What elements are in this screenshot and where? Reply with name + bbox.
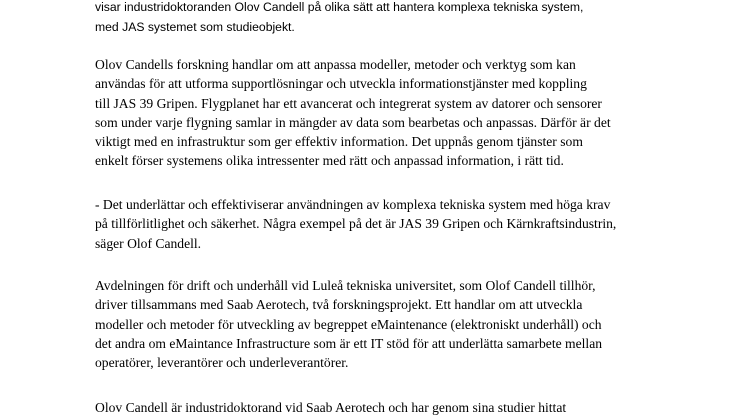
paragraph-quote bbox=[95, 195, 616, 253]
paragraph-line: modeller och metoder för utveckling av begreppet eMaintenance (elektroniskt underhåll) och bbox=[95, 316, 602, 332]
paragraph-line: på tillförlitlighet och säkerhet. Några exempel på det är JAS 39 Gripen och Kärnkraftsindustrin, bbox=[95, 216, 617, 232]
paragraph-department bbox=[95, 276, 602, 372]
paragraph-line: det andra om eMaintance Infrastructure som är ett IT stöd för att underlätta samarbete mellan bbox=[95, 335, 603, 351]
paragraph-line: Avdelningen för drift och underhåll vid Luleå tekniska universitet, som Olof Candell tillhör, bbox=[95, 278, 596, 293]
paragraph-candell bbox=[95, 398, 566, 417]
paragraph-line: till JAS 39 Gripen. Flygplanet har ett avancerat och integrerat system av datorer och sensorer bbox=[95, 95, 602, 111]
paragraph-line: som under varje flygning samlar in mängder av data som bearbetas och anpassas. Därför är det bbox=[95, 114, 611, 130]
paragraph-line: operatörer, leverantörer och underleverantörer. bbox=[95, 355, 349, 371]
paragraph-line: driver tillsammans med Saab Aerotech, två forskningsprojekt. Ett handlar om att utveckla bbox=[95, 297, 583, 313]
lead-line: visar industridoktoranden Olov Candell på olika sätt att hantera komplexa tekniska system, bbox=[95, 0, 584, 14]
paragraph-line: enkelt förser systemens olika intressenter med rätt och anpassad information, i rätt tid. bbox=[95, 153, 564, 169]
lead-line: med JAS systemet som studieobjekt. bbox=[95, 20, 295, 34]
paragraph-line: säger Olof Candell. bbox=[95, 235, 202, 251]
paragraph-line: Olov Candells forskning handlar om att anpassa modeller, metoder och verktyg som kan bbox=[95, 57, 576, 72]
paragraph-line: - Det underlättar och effektiviserar användningen av komplexa tekniska system med höga krav bbox=[95, 197, 611, 212]
paragraph-line: viktigt med en infrastruktur som ger effektiv information. Det uppnås genom tjänster som bbox=[95, 134, 583, 150]
lead-text bbox=[95, 0, 583, 37]
paragraph-research bbox=[95, 55, 611, 171]
paragraph-line: användas för att utforma supportlösningar och utveckla informationstjänster med koppling bbox=[95, 76, 587, 92]
paragraph-line: Olov Candell är industridoktorand vid Saab Aerotech och har genom sina studier hittat bbox=[95, 400, 567, 415]
